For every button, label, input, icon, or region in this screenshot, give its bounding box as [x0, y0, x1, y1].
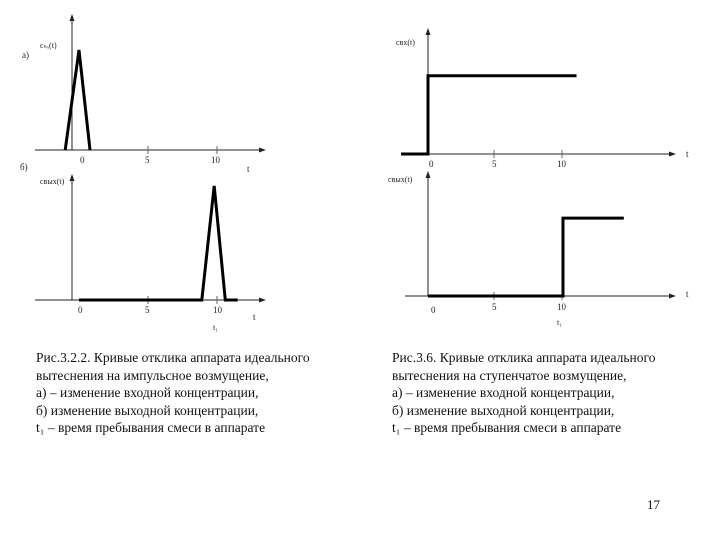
y-axis-arrow	[70, 14, 75, 21]
panel-label-a: а)	[22, 50, 29, 60]
x-axis-arrow	[669, 294, 676, 299]
panel-right-bottom	[388, 171, 689, 327]
x-tick-label-5: 5	[492, 159, 497, 169]
x-axis-label: t	[686, 149, 689, 159]
x-tick-label-0: 0	[429, 159, 434, 169]
impulse-output-series	[79, 186, 238, 300]
x-axis-label-t: t	[253, 312, 256, 322]
x-tick-label-0: 0	[431, 305, 436, 315]
y-axis-label: cвых(t)	[40, 177, 65, 186]
page-number: 17	[647, 497, 660, 512]
t1-marker-label: t₁	[213, 323, 219, 332]
x-tick-label-10: 10	[211, 155, 220, 165]
x-tick-label-5: 5	[145, 305, 150, 315]
panel-right-top	[396, 28, 689, 169]
step-input-series	[401, 76, 577, 154]
x-tick-label-5: 5	[492, 302, 497, 312]
panel-label-b: б)	[20, 162, 28, 172]
x-axis-arrow	[669, 152, 676, 157]
caption-left-line-5: t₁ – время пребывания смеси в аппарате	[36, 420, 266, 436]
x-tick-label-0: 0	[80, 155, 85, 165]
x-axis-label-t: t	[247, 164, 250, 174]
panel-left-bottom	[20, 162, 266, 332]
caption-right	[392, 349, 656, 437]
caption-left-line-3: а) – изменение входной концентрации,	[36, 385, 259, 401]
y-axis-label: cвх(t)	[396, 38, 415, 47]
y-axis-arrow	[426, 171, 431, 178]
caption-right-line-1: Рис.3.6. Кривые отклика аппарата идеального	[392, 350, 656, 365]
x-tick-label-10: 10	[557, 302, 566, 312]
caption-left	[36, 349, 310, 437]
x-axis-arrow	[259, 298, 266, 303]
panel-left-top	[22, 14, 266, 174]
caption-right-line-5: t₁ – время пребывания смеси в аппарате	[392, 420, 622, 436]
caption-left-line-1: Рис.3.2.2. Кривые отклика аппарата идеального	[36, 350, 310, 365]
caption-left-line-4: б) изменение выходной концентрации,	[36, 402, 259, 418]
caption-left-line-2: вытеснения на импульсное возмущение,	[36, 367, 269, 383]
x-tick-label-5: 5	[145, 155, 150, 165]
x-tick-label-10: 10	[557, 159, 566, 169]
y-axis-label: cвых(t)	[388, 175, 413, 184]
y-axis-arrow	[426, 28, 431, 35]
caption-right-line-2: вытеснения на ступенчатое возмущение,	[392, 367, 627, 383]
caption-right-line-4: б) изменение выходной концентрации,	[392, 402, 615, 418]
step-output-series	[428, 218, 624, 296]
x-axis-arrow	[259, 148, 266, 153]
t1-marker-label: t₁	[557, 318, 563, 327]
impulse-input-series	[65, 50, 90, 150]
y-axis-arrow	[70, 174, 75, 181]
x-tick-label-10: 10	[213, 305, 222, 315]
caption-right-line-3: а) – изменение входной концентрации,	[392, 385, 615, 401]
x-axis-label: t	[686, 289, 689, 299]
y-axis-label: cₙₓ(t)	[40, 41, 57, 50]
x-tick-label-0: 0	[78, 305, 83, 315]
